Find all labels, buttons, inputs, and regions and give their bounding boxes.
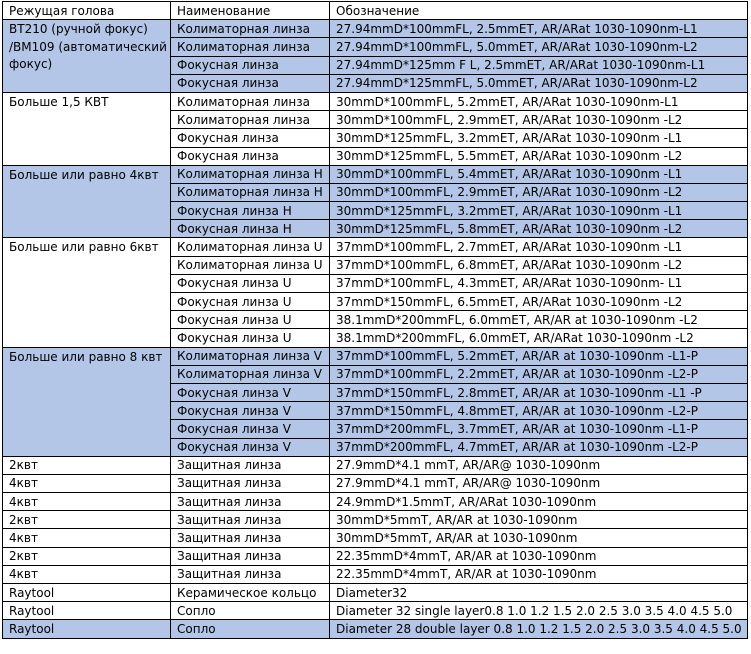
item-name-cell: Фокусная линза [171, 129, 330, 147]
item-name-cell: Фокусная линза V [171, 402, 330, 420]
item-designation-cell: 30mmD*100mmFL, 2.9mmET, AR/ARat 1030-1090nm -L2 [330, 111, 748, 129]
table-row [3, 584, 748, 602]
item-designation-cell: 30mmD*5mmT, AR/AR at 1030-1090nm [330, 511, 748, 529]
table-row [3, 511, 748, 529]
table-row [3, 493, 748, 511]
item-designation-cell: 30mmD*100mmFL, 5.4mmET, AR/ARat 1030-1090nm -L1 [330, 165, 748, 183]
item-designation-cell: 37mmD*150mmFL, 2.8mmET, AR/AR at 1030-1090nm -L1 -P [330, 383, 748, 401]
item-name-cell: Защитная линза [171, 547, 330, 565]
item-name-cell: Колиматорная линза [171, 92, 330, 110]
item-designation-cell: 30mmD*100mmFL, 5.2mmET, AR/ARat 1030-1090nm-L1 [330, 92, 748, 110]
cutting-head-cell: 2квт [3, 511, 171, 529]
cutting-head-cell: 4квт [3, 565, 171, 583]
item-designation-cell: 37mmD*100mmFL, 6.8mmET, AR/ARat 1030-1090nm -L2 [330, 256, 748, 274]
table-row [3, 547, 748, 565]
item-designation-cell: 37mmD*150mmFL, 4.8mmET, AR/AR at 1030-1090nm -L2-P [330, 402, 748, 420]
table-row [3, 620, 748, 638]
item-name-cell: Фокусная линза U [171, 311, 330, 329]
item-designation-cell: 30mmD*5mmT, AR/AR at 1030-1090nm [330, 529, 748, 547]
item-name-cell: Сопло [171, 602, 330, 620]
item-name-cell: Защитная линза [171, 565, 330, 583]
item-name-cell: Колиматорная линза V [171, 365, 330, 383]
header-name: Наименование [171, 2, 330, 20]
item-designation-cell: 37mmD*100mmFL, 5.2mmET, AR/AR at 1030-1090nm -L1-P [330, 347, 748, 365]
item-name-cell: Защитная линза [171, 456, 330, 474]
table-row [3, 20, 748, 38]
cutting-head-cell: BT210 (ручной фокус) /BM109 (автоматический фокус) [3, 20, 171, 93]
item-name-cell: Колиматорная линза [171, 111, 330, 129]
item-name-cell: Фокусная линза V [171, 420, 330, 438]
item-name-cell: Защитная линза [171, 529, 330, 547]
cutting-head-cell: 4квт [3, 529, 171, 547]
item-designation-cell: Diameter 28 double layer 0.8 1.0 1.2 1.5 2.0 2.5 3.0 3.5 4.0 4.5 5.0 [330, 620, 748, 638]
item-designation-cell: 37mmD*100mmFL, 2.7mmET, AR/ARat 1030-1090nm -L1 [330, 238, 748, 256]
item-designation-cell: 37mmD*100mmFL, 2.2mmET, AR/AR at 1030-1090nm -L2-P [330, 365, 748, 383]
item-name-cell: Фокусная линза V [171, 383, 330, 401]
item-name-cell: Фокусная линза H [171, 220, 330, 238]
item-designation-cell: 27.94mmD*100mmFL, 2.5mmET, AR/ARat 1030-1090nm-L1 [330, 20, 748, 38]
table-row [3, 238, 748, 256]
item-name-cell: Фокусная линза U [171, 274, 330, 292]
item-name-cell: Фокусная линза V [171, 438, 330, 456]
item-name-cell: Фокусная линза U [171, 293, 330, 311]
item-name-cell: Сопло [171, 620, 330, 638]
item-designation-cell: 27.94mmD*100mmFL, 5.0mmET, AR/ARat 1030-1090nm-L2 [330, 38, 748, 56]
cutting-head-cell: Больше 1,5 КВТ [3, 92, 171, 165]
item-designation-cell: 37mmD*150mmFL, 6.5mmET, AR/ARat 1030-1090nm -L2 [330, 293, 748, 311]
item-designation-cell: 27.9mmD*4.1 mmT, AR/AR@ 1030-1090nm [330, 474, 748, 492]
cutting-head-cell: Больше или равно 6квт [3, 238, 171, 347]
item-designation-cell: 37mmD*100mmFL, 4.3mmET, AR/ARat 1030-1090nm- L1 [330, 274, 748, 292]
item-designation-cell: 37mmD*200mmFL, 4.7mmET, AR/AR at 1030-1090nm -L2-P [330, 438, 748, 456]
item-name-cell: Керамическое кольцо [171, 584, 330, 602]
item-name-cell: Фокусная линза [171, 74, 330, 92]
item-designation-cell: 22.35mmD*4mmT, AR/AR at 1030-1090nm [330, 565, 748, 583]
item-name-cell: Защитная линза [171, 493, 330, 511]
item-name-cell: Защитная линза [171, 511, 330, 529]
item-name-cell: Фокусная линза [171, 147, 330, 165]
table-row [3, 602, 748, 620]
header-designation: Обозначение [330, 2, 748, 20]
table-row [3, 474, 748, 492]
item-name-cell: Колиматорная линза H [171, 183, 330, 201]
item-name-cell: Колиматорная линза H [171, 165, 330, 183]
table-row [3, 529, 748, 547]
lens-spec-table [2, 1, 748, 639]
item-designation-cell: 30mmD*125mmFL, 3.2mmET, AR/ARat 1030-1090nm -L1 [330, 202, 748, 220]
item-designation-cell: 30mmD*125mmFL, 5.5mmET, AR/ARat 1030-1090nm -L2 [330, 147, 748, 165]
cutting-head-cell: Больше или равно 8 квт [3, 347, 171, 456]
item-designation-cell: 30mmD*125mmFL, 3.2mmET, AR/ARat 1030-1090nm -L1 [330, 129, 748, 147]
cutting-head-cell: Raytool [3, 620, 171, 638]
cutting-head-cell: 4квт [3, 474, 171, 492]
table-row [3, 92, 748, 110]
item-designation-cell: 38.1mmD*200mmFL, 6.0mmET, AR/AR at 1030-1090nm -L2 [330, 311, 748, 329]
header-cutting-head: Режущая голова [3, 2, 171, 20]
cutting-head-cell: Raytool [3, 602, 171, 620]
item-designation-cell: 30mmD*125mmFL, 5.8mmET, AR/ARat 1030-1090nm -L2 [330, 220, 748, 238]
item-designation-cell: 27.94mmD*125mm F L, 2.5mmET, AR/ARat 1030-1090nm-L1 [330, 56, 748, 74]
item-designation-cell: 38.1mmD*200mmFL, 6.0mmET, AR/ARat 1030-1090nm -L2 [330, 329, 748, 347]
item-name-cell: Фокусная линза [171, 56, 330, 74]
item-name-cell: Колиматорная линза U [171, 238, 330, 256]
item-name-cell: Фокусная линза H [171, 202, 330, 220]
item-name-cell: Колиматорная линза U [171, 256, 330, 274]
item-name-cell: Защитная линза [171, 474, 330, 492]
item-designation-cell: Diameter32 [330, 584, 748, 602]
table-header-row [3, 2, 748, 20]
item-name-cell: Колиматорная линза [171, 38, 330, 56]
cutting-head-cell: 2квт [3, 547, 171, 565]
item-name-cell: Колиматорная линза [171, 20, 330, 38]
table-row [3, 347, 748, 365]
table-body [3, 20, 748, 638]
item-designation-cell: 24.9mmD*1.5mmT, AR/ARat 1030-1090nm [330, 493, 748, 511]
item-designation-cell: 27.9mmD*4.1 mmT, AR/AR@ 1030-1090nm [330, 456, 748, 474]
item-name-cell: Колиматорная линза V [171, 347, 330, 365]
item-designation-cell: 27.94mmD*125mmFL, 5.0mmET, AR/ARat 1030-1090nm-L2 [330, 74, 748, 92]
item-name-cell: Фокусная линза U [171, 329, 330, 347]
cutting-head-cell: Raytool [3, 584, 171, 602]
item-designation-cell: 30mmD*100mmFL, 2.9mmET, AR/ARat 1030-1090nm -L2 [330, 183, 748, 201]
table-row [3, 165, 748, 183]
cutting-head-cell: Больше или равно 4квт [3, 165, 171, 238]
cutting-head-cell: 2квт [3, 456, 171, 474]
item-designation-cell: 37mmD*200mmFL, 3.7mmET, AR/AR at 1030-1090nm -L1-P [330, 420, 748, 438]
item-designation-cell: 22.35mmD*4mmT, AR/AR at 1030-1090nm [330, 547, 748, 565]
table-row [3, 456, 748, 474]
item-designation-cell: Diameter 32 single layer0.8 1.0 1.2 1.5 2.0 2.5 3.0 3.5 4.0 4.5 5.0 [330, 602, 748, 620]
cutting-head-cell: 4квт [3, 493, 171, 511]
table-row [3, 565, 748, 583]
